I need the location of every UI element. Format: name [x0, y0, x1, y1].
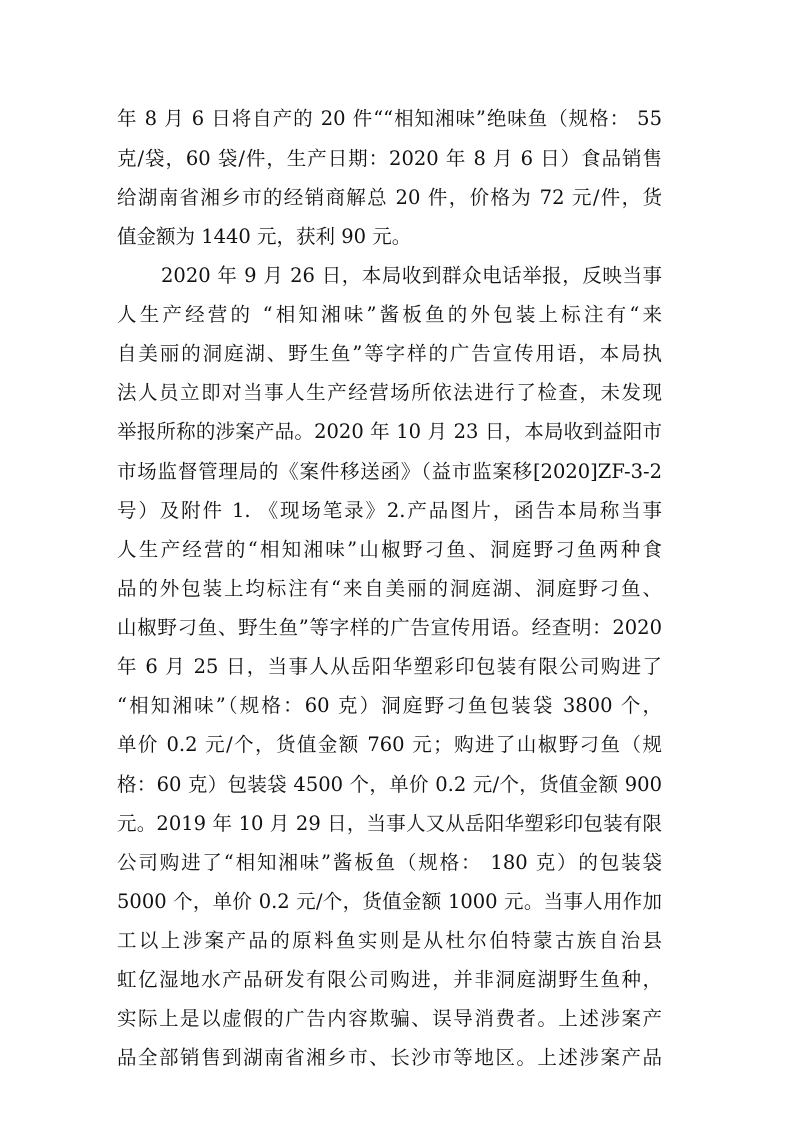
text-line: 工以上涉案产品的原料鱼实则是从杜尔伯特蒙古族自治县: [117, 929, 662, 952]
text-line: 年 6 月 25 日，当事人从岳阳华塑彩印包装有限公司购进了: [117, 655, 662, 678]
text-line: 品全部销售到湖南省湘乡市、长沙市等地区。上述涉案产品: [117, 1046, 662, 1069]
text-line: 值金额为 1440 元，获利 90 元。: [117, 225, 412, 248]
text-line: 给湖南省湘乡市的经销商解总 20 件，价格为 72 元/件，货: [117, 186, 662, 209]
text-line: 年 8 月 6 日将自产的 20 件““相知湘味”绝味鱼（规格： 55: [117, 107, 662, 130]
text-line: 号）及附件 1. 《现场笔录》2.产品图片，函告本局称当事: [117, 499, 662, 522]
text-line: 格：60 克）包装袋 4500 个，单价 0.2 元/个，货值金额 900: [117, 773, 662, 796]
text-line: 5000 个，单价 0.2 元/个，货值金额 1000 元。当事人用作加: [117, 890, 662, 913]
text-line: 公司购进了“相知湘味”酱板鱼（规格： 180 克）的包装袋: [117, 851, 662, 874]
paragraph-first-line: 2020 年 9 月 26 日，本局收到群众电话举报，反映当事: [161, 264, 662, 287]
text-line: 人生产经营的 “相知湘味”酱板鱼的外包装上标注有“来: [117, 303, 662, 326]
text-line: 实际上是以虚假的广告内容欺骗、误导消费者。上述涉案产: [117, 1007, 662, 1030]
text-line: 人生产经营的“相知湘味”山椒野刁鱼、洞庭野刁鱼两种食: [117, 538, 662, 561]
text-line: “相知湘味”（规格：60 克）洞庭野刁鱼包装袋 3800 个，: [117, 694, 662, 717]
text-line: 法人员立即对当事人生产经营场所依法进行了检查，未发现: [117, 381, 662, 404]
text-line: 市场监督管理局的《案件移送函》（益市监案移[2020]ZF-3-2: [117, 460, 662, 483]
text-line: 元。2019 年 10 月 29 日，当事人又从岳阳华塑彩印包装有限: [117, 812, 662, 835]
text-line: 山椒野刁鱼、野生鱼”等字样的广告宣传用语。经查明：2020: [117, 616, 662, 639]
text-line: 品的外包装上均标注有“来自美丽的洞庭湖、洞庭野刁鱼、: [117, 577, 662, 600]
text-line: 举报所称的涉案产品。2020 年 10 月 23 日，本局收到益阳市: [117, 420, 662, 443]
text-line: 虹亿湿地水产品研发有限公司购进，并非洞庭湖野生鱼种，: [117, 968, 662, 991]
text-line: 克/袋，60 袋/件，生产日期：2020 年 8 月 6 日）食品销售: [117, 147, 662, 170]
text-line: 单价 0.2 元/个，货值金额 760 元；购进了山椒野刁鱼（规: [117, 733, 662, 756]
text-line: 自美丽的洞庭湖、野生鱼”等字样的广告宣传用语，本局执: [117, 342, 662, 365]
